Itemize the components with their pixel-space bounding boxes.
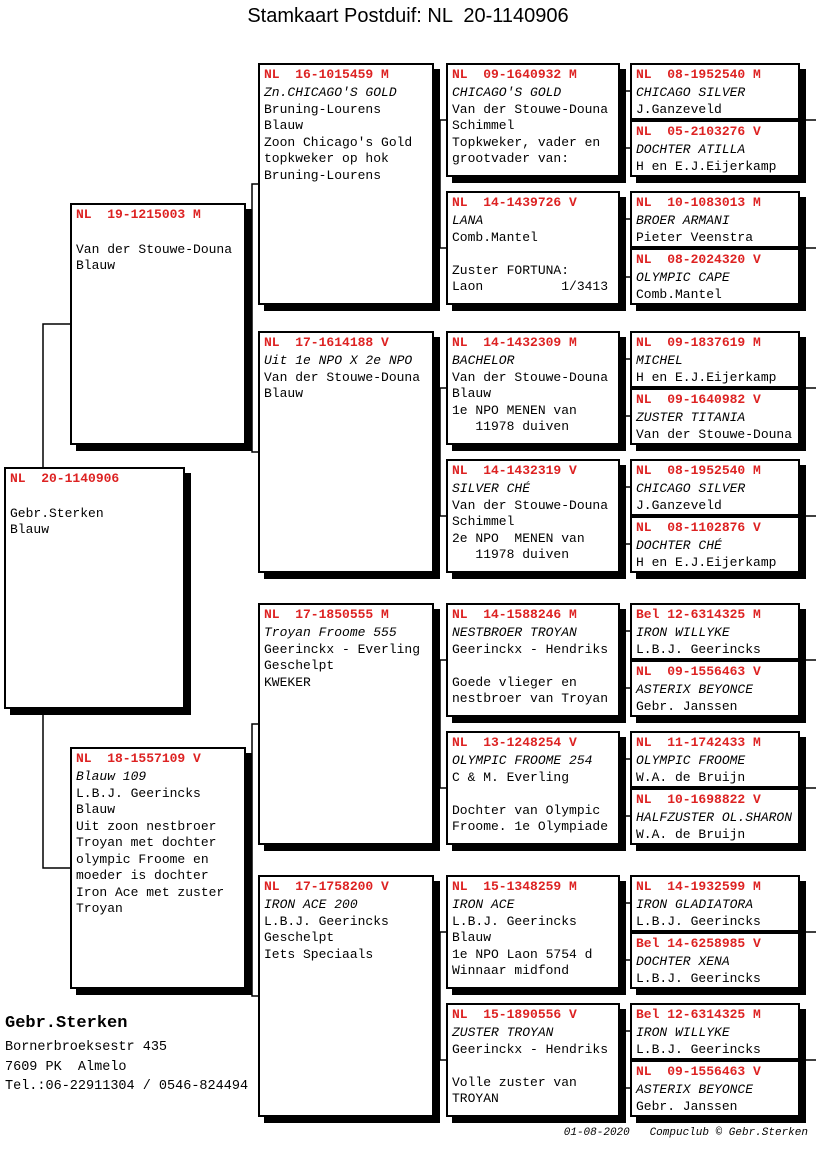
owner-block (5, 1014, 248, 1097)
pedigree-line: Zn.CHICAGO'S GOLD (264, 85, 397, 100)
ring-number: NL 14-1432319 V (452, 463, 577, 478)
pedigree-box-g3-3 (258, 603, 434, 845)
ring-number: NL 17-1614188 V (264, 335, 389, 350)
pedigree-line: LANA (452, 213, 484, 228)
pedigree-line: Van der Stouwe-Douna (452, 497, 609, 513)
ring-number: NL 17-1850555 M (264, 607, 389, 622)
pedigree-box-body (636, 270, 794, 303)
ring-number: NL 08-1102876 V (636, 520, 761, 535)
ring-number: NL 16-1015459 M (264, 67, 389, 82)
pedigree-line: Gebr. Janssen (636, 1098, 738, 1114)
pedigree-line: Gebr. Janssen (636, 698, 738, 714)
pedigree-box-g5-3 (630, 191, 800, 248)
ring-number: NL 09-1640982 V (636, 392, 761, 407)
pedigree-line: Blauw (452, 386, 492, 401)
pedigree-box-body (636, 142, 794, 175)
pedigree-line: Comb.Mantel (452, 229, 538, 245)
pedigree-line: Van der Stouwe-Douna (452, 101, 609, 117)
pedigree-box-body (636, 1082, 794, 1115)
pedigree-line: NESTBROER TROYAN (452, 625, 577, 640)
pedigree-box-body (636, 85, 794, 118)
pedigree-box-body (636, 625, 794, 658)
pedigree-box-g3-4 (258, 875, 434, 1117)
pedigree-line: CHICAGO'S GOLD (452, 85, 562, 100)
pedigree-line: IRON ACE 200 (264, 897, 358, 912)
pedigree-line: ZUSTER TITANIA (636, 410, 746, 425)
pedigree-box-g4-1 (446, 63, 620, 177)
pedigree-line: Comb.Mantel (636, 286, 722, 302)
pedigree-box-body (452, 353, 614, 436)
pedigree-line: IRON GLADIATORA (636, 897, 754, 912)
pedigree-line: L.B.J. Geerincks (636, 913, 761, 929)
pedigree-box-g5-16 (630, 1060, 800, 1117)
pedigree-box-body (452, 625, 614, 708)
ring-number: NL 10-1083013 M (636, 195, 761, 210)
pedigree-line: Blauw (10, 522, 50, 537)
pedigree-line: Blauw (76, 802, 116, 817)
pedigree-line: W.A. de Bruijn (636, 826, 746, 842)
pedigree-line: Froome. 1e Olympiade (452, 819, 609, 834)
pedigree-box-body (636, 1025, 794, 1058)
page-title: Stamkaart Postduif: NL 20-1140906 (247, 5, 569, 27)
pedigree-line: Uit zoon nestbroer (76, 818, 217, 834)
pedigree-line: L.B.J. Geerincks (452, 913, 577, 929)
pedigree-line: CHICAGO SILVER (636, 481, 746, 496)
pedigree-line: L.B.J. Geerincks (76, 785, 201, 801)
pedigree-line: 1e NPO Laon 5754 d (452, 946, 593, 962)
pedigree-line: Bruning-Lourens (264, 167, 382, 183)
pedigree-line: Geerinckx - Hendriks (452, 641, 609, 657)
pedigree-box-body (636, 810, 794, 843)
ring-number: NL 08-2024320 V (636, 252, 761, 267)
pedigree-line (76, 225, 240, 242)
pedigree-line (10, 489, 179, 506)
pedigree-line: Blauw (264, 386, 304, 401)
ring-number: NL 08-1952540 M (636, 67, 761, 82)
pedigree-box-body (264, 625, 428, 691)
pedigree-line: 2e NPO MENEN van (452, 530, 585, 546)
pedigree-line: Troyan Froome 555 (264, 625, 397, 640)
pedigree-box-g5-8 (630, 516, 800, 573)
pedigree-line: Blauw (452, 930, 492, 945)
ring-number: NL 14-1439726 V (452, 195, 577, 210)
pedigree-box-body (636, 682, 794, 715)
owner-name: Gebr.Sterken (5, 1014, 128, 1033)
pedigree-box-g5-5 (630, 331, 800, 388)
pedigree-line: TROYAN (452, 1091, 499, 1106)
pedigree-box-body (636, 481, 794, 514)
pedigree-line: Geerinckx - Everling (264, 641, 421, 657)
pedigree-box-body (636, 538, 794, 571)
pedigree-line: L.B.J. Geerincks (264, 913, 389, 929)
ring-number: NL 17-1758200 V (264, 879, 389, 894)
pedigree-line: Van der Stouwe-Douna (452, 369, 609, 385)
pedigree-line: Blauw (264, 118, 304, 133)
ring-number: NL 10-1698822 V (636, 792, 761, 807)
owner-address-line: 7609 PK Almelo (5, 1059, 127, 1075)
pedigree-box-body (264, 897, 428, 963)
pedigree-line: H en E.J.Eijerkamp (636, 158, 777, 174)
pedigree-box-g5-6 (630, 388, 800, 445)
pedigree-box-g5-4 (630, 248, 800, 305)
pedigree-line: OLYMPIC CAPE (636, 270, 730, 285)
pedigree-line: BROER ARMANI (636, 213, 730, 228)
pedigree-line: L.B.J. Geerincks (636, 970, 761, 986)
pedigree-line: Iron Ace met zuster (76, 884, 225, 900)
pedigree-box-body (636, 353, 794, 386)
pedigree-box-body (636, 954, 794, 987)
pedigree-line: H en E.J.Eijerkamp (636, 369, 777, 385)
pedigree-line: Zoon Chicago's Gold (264, 134, 413, 150)
pedigree-box-subject (4, 467, 185, 709)
pedigree-line: grootvader van: (452, 151, 570, 166)
pedigree-line: moeder is dochter (76, 868, 209, 883)
ring-number: Bel 12-6314325 M (636, 1007, 761, 1022)
pedigree-box-g4-7 (446, 875, 620, 989)
ring-number: NL 13-1248254 V (452, 735, 577, 750)
pedigree-line: DOCHTER XENA (636, 954, 730, 969)
pedigree-line: Bruning-Lourens (264, 101, 382, 117)
pedigree-box-g4-2 (446, 191, 620, 305)
pedigree-line: Topkweker, vader en (452, 134, 601, 150)
pedigree-line: IRON WILLYKE (636, 625, 730, 640)
pedigree-line: Blauw (76, 258, 116, 273)
pedigree-line: Laon 1/3413 (452, 279, 609, 294)
pedigree-line: IRON WILLYKE (636, 1025, 730, 1040)
pedigree-box-sire (70, 203, 246, 445)
pedigree-line: Dochter van Olympic (452, 802, 601, 818)
pedigree-box-g5-15 (630, 1003, 800, 1060)
ring-number: NL 20-1140906 (10, 471, 120, 486)
pedigree-line (452, 658, 614, 675)
pedigree-box-g5-2 (630, 120, 800, 177)
pedigree-line: MICHEL (636, 353, 683, 368)
pedigree-line: Geerinckx - Hendriks (452, 1041, 609, 1057)
pedigree-line: Blauw 109 (76, 769, 147, 784)
pedigree-line: Volle zuster van (452, 1074, 577, 1090)
ring-number: Bel 14-6258985 V (636, 936, 761, 951)
pedigree-line: Geschelpt (264, 658, 335, 673)
pedigree-line (452, 786, 614, 803)
pedigree-box-body (636, 213, 794, 246)
ring-number: NL 09-1556463 V (636, 1064, 761, 1079)
pedigree-box-g5-1 (630, 63, 800, 120)
pedigree-line: DOCHTER ATILLA (636, 142, 746, 157)
ring-number: NL 11-1742433 M (636, 735, 761, 750)
pedigree-line: BACHELOR (452, 353, 515, 368)
pedigree-line (452, 1058, 614, 1075)
pedigree-line: Iets Speciaals (264, 946, 374, 962)
pedigree-line: 11978 duiven (452, 547, 570, 562)
pedigree-box-g3-1 (258, 63, 434, 305)
pedigree-box-body (452, 1025, 614, 1108)
owner-address-line: Bornerbroeksestr 435 (5, 1040, 168, 1055)
ring-number: NL 09-1837619 M (636, 335, 761, 350)
ring-number: Bel 12-6314325 M (636, 607, 761, 622)
pedigree-line: OLYMPIC FROOME 254 (452, 753, 593, 768)
pedigree-line: SILVER CHÉ (452, 481, 531, 496)
pedigree-line: Goede vlieger en (452, 674, 577, 690)
pedigree-box-g4-8 (446, 1003, 620, 1117)
pedigree-line: Winnaar midfond (452, 963, 570, 978)
pedigree-box-body (452, 85, 614, 168)
pedigree-box-body (76, 225, 240, 275)
ring-number: NL 15-1890556 V (452, 1007, 577, 1022)
pedigree-line: ASTERIX BEYONCE (636, 1082, 754, 1097)
pedigree-box-g4-3 (446, 331, 620, 445)
pedigree-box-g5-13 (630, 875, 800, 932)
pedigree-line: J.Ganzeveld (636, 101, 722, 117)
pedigree-line: H en E.J.Eijerkamp (636, 554, 777, 570)
pedigree-line: DOCHTER CHÉ (636, 538, 722, 553)
pedigree-line: L.B.J. Geerincks (636, 1041, 761, 1057)
pedigree-line: nestbroer van Troyan (452, 691, 609, 706)
pedigree-line: OLYMPIC FROOME (636, 753, 746, 768)
pedigree-line: Schimmel (452, 514, 515, 529)
pedigree-box-body (452, 753, 614, 836)
ring-number: NL 09-1556463 V (636, 664, 761, 679)
pedigree-box-body (10, 489, 179, 539)
pedigree-box-g5-11 (630, 731, 800, 788)
ring-number: NL 18-1557109 V (76, 751, 201, 766)
pedigree-line: Schimmel (452, 118, 515, 133)
pedigree-line: Gebr.Sterken (10, 505, 104, 521)
pedigree-line: IRON ACE (452, 897, 515, 912)
ring-number: NL 14-1432309 M (452, 335, 577, 350)
pedigree-box-g5-9 (630, 603, 800, 660)
pedigree-line: Geschelpt (264, 930, 335, 945)
pedigree-line: Van der Stouwe-Douna (636, 426, 793, 442)
pedigree-box-g5-12 (630, 788, 800, 845)
pedigree-box-g4-6 (446, 731, 620, 845)
pedigree-line: KWEKER (264, 674, 311, 690)
pedigree-line: Troyan (76, 901, 123, 916)
pedigree-line: 1e NPO MENEN van (452, 402, 577, 418)
ring-number: NL 14-1932599 M (636, 879, 761, 894)
pedigree-line: Troyan met dochter (76, 835, 217, 850)
pedigree-line: HALFZUSTER OL.SHARON (636, 810, 793, 825)
pedigree-line: C & M. Everling (452, 769, 570, 785)
pedigree-line: Uit 1e NPO X 2e NPO (264, 353, 413, 368)
pedigree-box-body (452, 897, 614, 980)
pedigree-line: topkweker op hok (264, 151, 389, 166)
pedigree-line: olympic Froome en (76, 851, 209, 867)
pedigree-box-dam (70, 747, 246, 989)
pedigree-box-body (636, 410, 794, 443)
pedigree-line (452, 246, 614, 263)
ring-number: NL 09-1640932 M (452, 67, 577, 82)
footer-credit: 01-08-2020 Compuclub © Gebr.Sterken (563, 1127, 808, 1139)
pedigree-line: CHICAGO SILVER (636, 85, 746, 100)
ring-number: NL 14-1588246 M (452, 607, 577, 622)
pedigree-line: J.Ganzeveld (636, 497, 722, 513)
pedigree-box-g5-7 (630, 459, 800, 516)
ring-number: NL 05-2103276 V (636, 124, 761, 139)
pedigree-box-g4-4 (446, 459, 620, 573)
pedigree-box-body (264, 353, 428, 403)
pedigree-line: Van der Stouwe-Douna (264, 369, 421, 385)
pedigree-line: ASTERIX BEYONCE (636, 682, 754, 697)
pedigree-line: Van der Stouwe-Douna (76, 241, 233, 257)
pedigree-box-g5-14 (630, 932, 800, 989)
pedigree-box-g4-5 (446, 603, 620, 717)
pedigree-box-body (636, 897, 794, 930)
ring-number: NL 19-1215003 M (76, 207, 201, 222)
pedigree-box-body (636, 753, 794, 786)
ring-number: NL 15-1348259 M (452, 879, 577, 894)
pedigree-line: Zuster FORTUNA: (452, 262, 570, 278)
pedigree-line: ZUSTER TROYAN (452, 1025, 554, 1040)
pedigree-line: L.B.J. Geerincks (636, 641, 761, 657)
pedigree-box-g5-10 (630, 660, 800, 717)
ring-number: NL 08-1952540 M (636, 463, 761, 478)
pedigree-box-body (452, 481, 614, 564)
pedigree-box-body (452, 213, 614, 296)
pedigree-line: Pieter Veenstra (636, 229, 754, 245)
pedigree-box-g3-2 (258, 331, 434, 573)
pedigree-line: 11978 duiven (452, 419, 570, 434)
pedigree-line: W.A. de Bruijn (636, 769, 746, 785)
pedigree-box-body (264, 85, 428, 184)
pedigree-box-body (76, 769, 240, 918)
owner-phone-line: Tel.:06-22911304 / 0546-824494 (5, 1079, 249, 1094)
